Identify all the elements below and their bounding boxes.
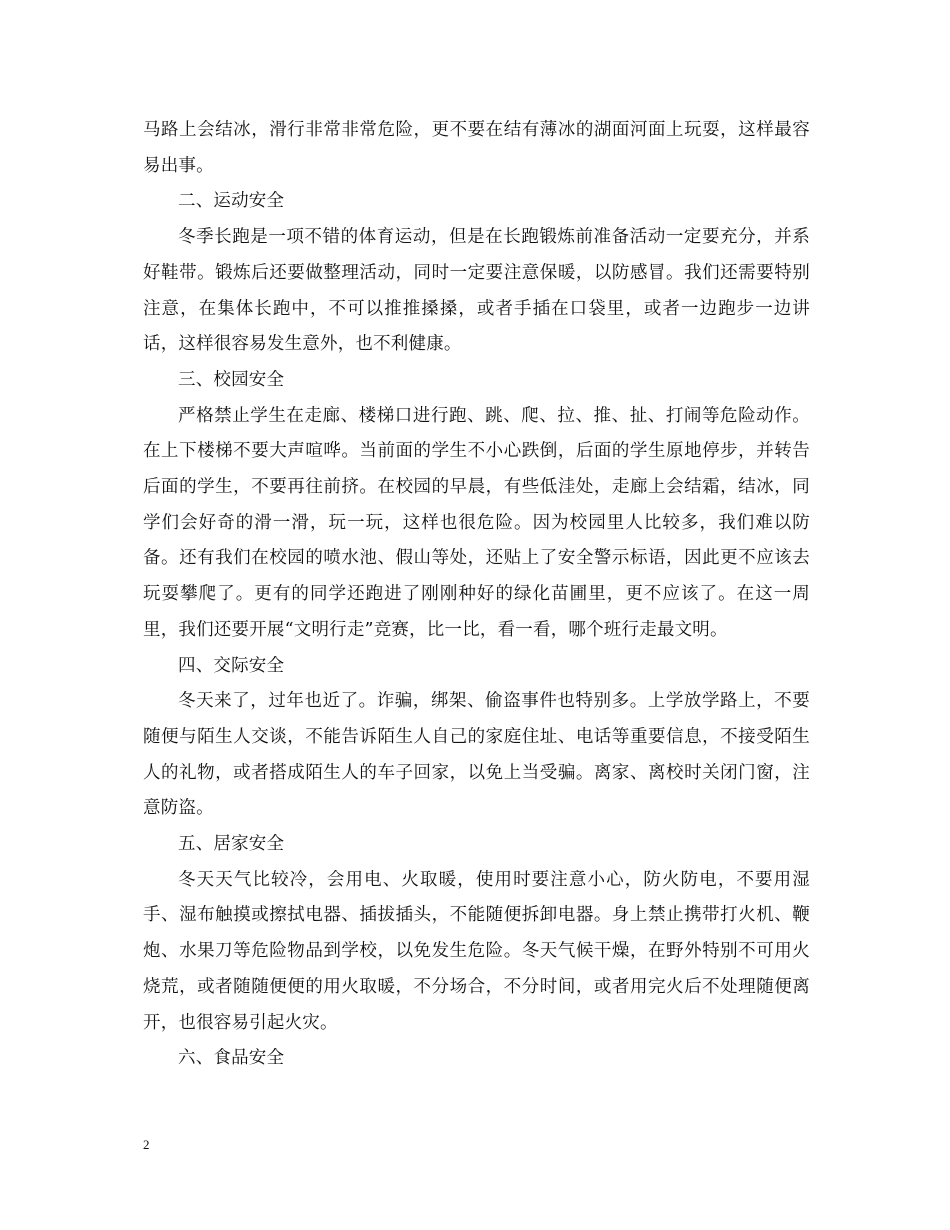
paragraph-campus-safety: 严格禁止学生在走廊、楼梯口进行跑、跳、爬、拉、推、扯、打闹等危险动作。在上下楼梯不要大声喧哗。当前面的学生不小心跌倒，后面的学生原地停步，并转告后面的学生，不要再往前挤。在校园的早晨，有些低洼处，走廊上会结霜，结冰，同学们会好奇的滑一滑，玩一玩，这样也很危险。因为校园里人比较多，我们难以防备。还有我们在校园的喷水池、假山等处，还贴上了安全警示标语，因此更不应该去玩耍攀爬了。更有的同学还跑进了刚刚种好的绿化苗圃里，更不应该了。在这一周里，我们还要开展“文明行走”竞赛，比一比，看一看，哪个班行走最文明。: [143, 405, 810, 640]
section-heading-campus-safety: 三、校园安全: [178, 369, 285, 390]
paragraph-sports-safety: 冬季长跑是一项不错的体育运动，但是在长跑锻炼前准备活动一定要充分，并系好鞋带。锻炼后还要做整理活动，同时一定要注意保暖，以防感冒。我们还需要特别注意，在集体长跑中，不可以推推搡搡，或者手插在口袋里，或者一边跑步一边讲话，这样很容易发生意外，也不利健康。: [143, 227, 810, 355]
section-heading-home-safety: 五、居家安全: [178, 834, 285, 855]
paragraph-social-safety: 冬天来了，过年也近了。诈骗，绑架、偷盗事件也特别多。上学放学路上，不要随便与陌生人交谈，不能告诉陌生人自己的家庭住址、电话等重要信息，不接受陌生人的礼物，或者搭成陌生人的车子回家，以免上当受骗。离家、离校时关闭门窗，注意防盗。: [143, 691, 810, 819]
page-number: 2: [143, 1137, 150, 1152]
section-heading-sports-safety: 二、运动安全: [178, 191, 285, 212]
paragraph-continuation: 马路上会结冰，滑行非常非常危险，更不要在结有薄冰的湖面河面上玩耍，这样最容易出事。: [143, 120, 810, 176]
section-heading-food-safety: 六、食品安全: [178, 1048, 285, 1069]
document-body: [143, 113, 810, 1077]
paragraph-home-safety: 冬天天气比较冷，会用电、火取暖，使用时要注意小心，防火防电，不要用湿手、湿布触摸或擦拭电器、插拔插头，不能随便拆卸电器。身上禁止携带打火机、鞭炮、水果刀等危险物品到学校，以免发生危险。冬天气候干燥，在野外特别不可用火烧荒，或者随随便便的用火取暖，不分场合，不分时间，或者用完火后不处理随便离开，也很容易引起火灾。: [143, 869, 810, 1033]
section-heading-social-safety: 四、交际安全: [178, 655, 285, 676]
